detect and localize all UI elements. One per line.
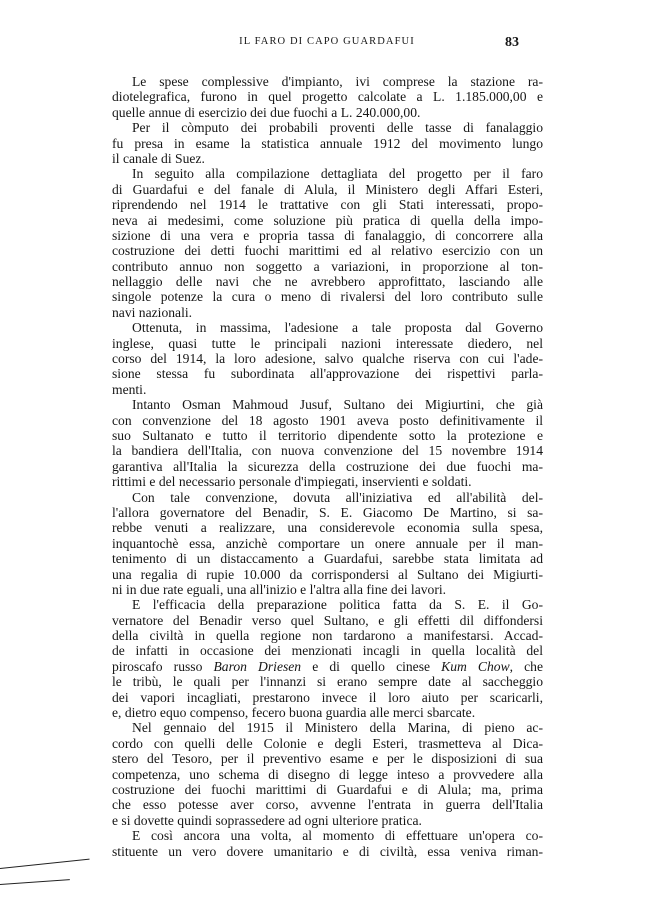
scan-edge-line: [0, 859, 90, 869]
text-line: competenza, uno schema di disegno di legge inteso a provvedere alla: [112, 766, 543, 782]
text-line: e, dietro equo compenso, fecero buona guardia alle merci sbarcate.: [112, 705, 476, 721]
text-line: inglese, quasi tutte le principali nazioni interessate diedero, nel: [112, 335, 543, 351]
text-line: rebbe venuti a realizzare, una considerevole economia sulla spesa,: [112, 520, 543, 536]
text-line: singole potenze la cura o meno di rivalersi del loro contributo sulle: [112, 289, 543, 305]
text-line: Nel gennaio del 1915 il Ministero della Marina, di pieno ac-: [132, 720, 543, 736]
text-line: sizione di una vera e propria tassa di fanalaggio, di concorrere alla: [112, 227, 543, 243]
page-number: 83: [505, 35, 519, 50]
text-line: garantiva all'Italia la sicurezza della costruzione dei due fuochi ma-: [112, 458, 543, 474]
text-line: stituente un vero dovere umanitario e di civiltà, essa veniva riman-: [112, 843, 543, 859]
text-line: dei vapori incagliati, prestarono invece il loro aiuto per scaricarli,: [112, 689, 543, 705]
text-line: cordo con quelli delle Colonie e degli Esteri, trasmetteva al Dica-: [112, 735, 543, 751]
text-line: una regalia di rupie 10.000 da corrispondersi al Sultano dei Migiurti-: [112, 566, 543, 582]
text-line: nellaggio delle navi che ne avrebbero approfittato, lasciando alle: [112, 274, 543, 290]
text-line: In seguito alla compilazione dettagliata del progetto per il faro: [132, 166, 543, 182]
text-line: E l'efficacia della preparazione politica fatta da S. E. il Go-: [132, 597, 543, 613]
scan-edge-line: [0, 879, 70, 885]
running-header: IL FARO DI CAPO GUARDAFUI: [239, 36, 415, 47]
text-line: la bandiera dell'Italia, con nuova convenzione del 15 novembre 1914: [112, 443, 543, 459]
text-line: navi nazionali.: [112, 304, 193, 320]
text-line: neva ai medesimi, come soluzione più pratica di quella della impo-: [112, 212, 543, 228]
text-line: che esso potesse aver corso, avvenne l'entrata in guerra dell'Italia: [112, 797, 543, 813]
text-line: tenimento di un distaccamento a Guardafui, sarebbe stata limitata ad: [112, 551, 543, 567]
text-line: diotelegrafica, furono in quel progetto calcolate a L. 1.185.000,00 e: [112, 89, 543, 105]
text-line: suo Sultanato e tutto il territorio dipendente sotto la protezione e: [112, 427, 543, 443]
text-line: contributo annuo non soggetto a variazioni, in proporzione al ton-: [112, 258, 543, 274]
text-line: le tribù, le quali per l'innanzi si erano sempre date al saccheggio: [112, 674, 543, 690]
text-line: Per il còmputo dei probabili proventi delle tasse di fanalaggio: [132, 120, 543, 136]
text-line: inquantochè essa, anzichè comportare un onere annuale per il man-: [112, 535, 543, 551]
text-line: costruzione dei fuochi marittimi di Guardafui e di Alula; ma, prima: [112, 781, 543, 797]
text-line: fu presa in esame la statistica annuale 1912 del movimento lungo: [112, 135, 543, 151]
text-line: di Guardafui e del fanale di Alula, il Ministero degli Affari Esteri,: [112, 181, 543, 197]
text-line: piroscafo russo Baron Driesen e di quello cinese Kum Chow, che: [112, 658, 543, 674]
text-line: Ottenuta, in massima, l'adesione a tale proposta dal Governo: [132, 320, 543, 336]
text-line: della civiltà in quella regione non tardarono a manifestarsi. Accad-: [112, 628, 543, 644]
text-line: il canale di Suez.: [112, 150, 205, 166]
text-line: sione stessa fu subordinata all'approvazione dei rispettivi parla-: [112, 366, 543, 382]
text-line: menti.: [112, 381, 147, 397]
text-line: vernatore del Benadir verso quel Sultano, e gli effetti dil diffondersi: [112, 612, 543, 628]
text-line: de infatti in occasione dei menzionati incagli in quella località del: [112, 643, 543, 659]
body-text: [112, 74, 543, 859]
text-line: Le spese complessive d'impianto, ivi comprese la stazione ra-: [132, 74, 543, 89]
text-line: ni in due rate eguali, una all'inizio e l'altra alla fine dei lavori.: [112, 581, 447, 597]
text-line: riprendendo nel 1914 le trattative con gli Stati interessati, propo-: [112, 197, 543, 213]
text-line: quelle annue di esercizio dei due fuochi a L. 240.000,00.: [112, 104, 421, 120]
text-line: Intanto Osman Mahmoud Jusuf, Sultano dei Migiurtini, che già: [132, 397, 543, 413]
text-line: Con tale convenzione, dovuta all'iniziativa ed all'abilità del-: [132, 489, 543, 505]
text-line: E così ancora una volta, al momento di effettuare un'opera co-: [132, 828, 543, 844]
text-line: rittimi e del necessario personale d'impiegati, inservienti e soldati.: [112, 474, 472, 490]
text-line: con convenzione del 18 agosto 1901 aveva posto definitivamente il: [112, 412, 543, 428]
text-line: corso del 1914, la loro adesione, salvo qualche riserva con cui l'ade-: [112, 351, 543, 367]
text-line: stero del Tesoro, per il preventivo esame e per le disposizioni di sua: [112, 751, 543, 767]
text-line: costruzione dei detti fuochi marittimi ed al relativo esercizio con un: [112, 243, 543, 259]
text-line: e si dovette quindi soprassedere ad ogni ulteriore pratica.: [112, 812, 422, 828]
text-line: l'allora governatore del Benadir, S. E. Giacomo De Martino, si sa-: [112, 504, 543, 520]
